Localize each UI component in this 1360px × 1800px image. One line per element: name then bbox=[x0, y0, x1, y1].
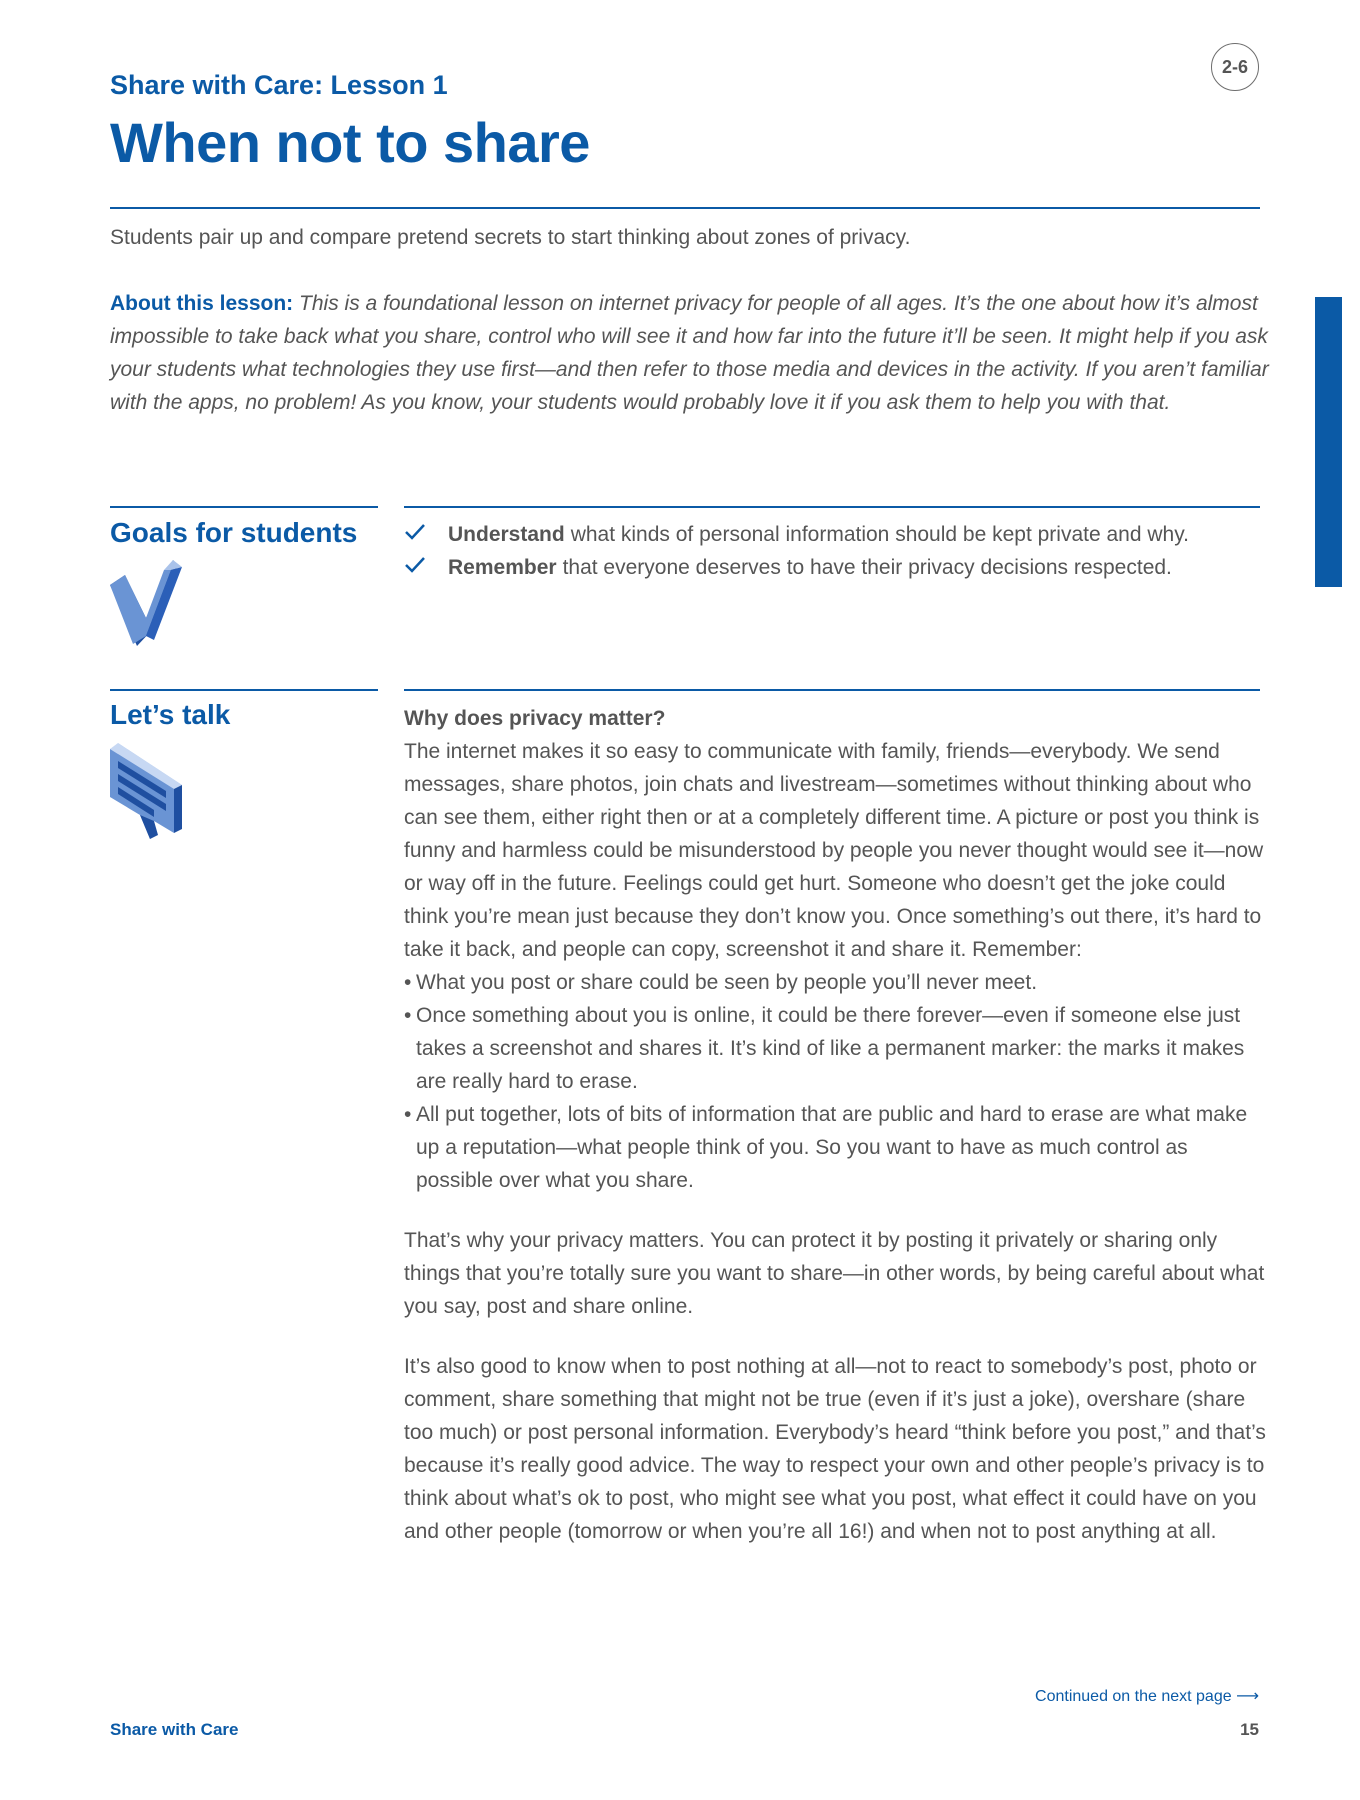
goals-heading: Goals for students bbox=[110, 517, 358, 548]
footer-section-name: Share with Care bbox=[110, 1720, 239, 1739]
goal-keyword: Remember bbox=[448, 555, 557, 579]
talk-paragraph: It’s also good to know when to post nothing at all—not to react to somebody’s post, photo or comment, share something that might not be true (even if it’s just a joke), overshare (share too much) or post personal information. Everybody’s heard “think before you post,” and that’s because it’s really good advice. The way to respect your own and other people’s privacy is to think about what’s ok to post, who might see what you post, what effect it could have on you and other people (tomorrow or when you’re all 16!) and when not to post anything at all. bbox=[404, 1355, 1266, 1543]
goal-description: that everyone deserves to have their privacy decisions respected. bbox=[562, 555, 1172, 579]
goal-text bbox=[448, 556, 1172, 580]
speech-bubble-icon bbox=[110, 741, 190, 847]
talk-subheading: Why does privacy matter? bbox=[404, 707, 666, 730]
checkmark-icon bbox=[110, 558, 186, 650]
continued-link[interactable]: Continued on the next page ⟶ bbox=[1035, 1688, 1259, 1705]
grade-badge: 2-6 bbox=[1211, 43, 1259, 91]
lets-talk-heading: Let’s talk bbox=[110, 699, 231, 730]
about-lesson-text: This is a foundational lesson on internet privacy for people of all ages. It’s the one about how it’s almost impossible to take back what you share, control who will see it and how far into the future it’ll be seen. It might help if you ask your students what technologies they use first—and then refer to those media and devices in the activity. If you aren’t familiar with the apps, no problem! As you know, your students would probably love it if you ask them to help you with that. bbox=[110, 292, 1269, 414]
talk-bullet: • Once something about you is online, it could be there forever—even if someone else just takes a screenshot and shares it. It’s kind of like a permanent marker: the marks it makes are really hard to erase. bbox=[404, 999, 1270, 1098]
talk-bullet: • What you post or share could be seen by people you’ll never meet. bbox=[404, 966, 1270, 999]
lesson-label: Share with Care: Lesson 1 bbox=[110, 70, 448, 100]
check-icon bbox=[404, 556, 448, 580]
talk-left-divider bbox=[110, 689, 378, 691]
goal-text bbox=[448, 523, 1189, 547]
talk-bullet: • All put together, lots of bits of information that are public and hard to erase are what make up a reputation—what people think of you. So you want to have as much control as possible over what you share. bbox=[404, 1098, 1270, 1197]
goals-left-divider bbox=[110, 506, 378, 508]
about-lesson bbox=[110, 287, 1270, 419]
goal-keyword: Understand bbox=[448, 522, 565, 546]
side-tab-marker bbox=[1315, 297, 1342, 587]
talk-paragraph: That’s why your privacy matters. You can protect it by posting it privately or sharing only things that you’re totally sure you want to share—in other words, by being careful about what you say, post and share online. bbox=[404, 1229, 1265, 1318]
goal-description: what kinds of personal information should be kept private and why. bbox=[570, 522, 1189, 546]
goal-item bbox=[404, 551, 1264, 584]
goal-item bbox=[404, 518, 1264, 551]
talk-paragraph: The internet makes it so easy to communicate with family, friends—everybody. We send messages, share photos, join chats and livestream—sometimes without thinking about who can see them, either right then or at a completely different time. A picture or post you think is funny and harmless could be misunderstood by people you never thought would see it—now or way off in the future. Feelings could get hurt. Someone who doesn’t get the joke could think you’re mean just because they don’t know you. Once something’s out there, it’s hard to take it back, and people can copy, screenshot it and share it. Remember: bbox=[404, 740, 1264, 961]
page-title: When not to share bbox=[110, 111, 590, 174]
goals-list bbox=[404, 518, 1264, 584]
check-icon bbox=[404, 523, 448, 547]
lets-talk-body bbox=[404, 702, 1270, 1548]
about-lesson-label: About this lesson: bbox=[110, 292, 294, 315]
lesson-summary: Students pair up and compare pretend secrets to start thinking about zones of privacy. bbox=[110, 226, 911, 249]
talk-right-divider bbox=[404, 689, 1260, 691]
title-divider bbox=[110, 207, 1260, 209]
page-number: 15 bbox=[1240, 1720, 1259, 1739]
goals-right-divider bbox=[404, 506, 1260, 508]
